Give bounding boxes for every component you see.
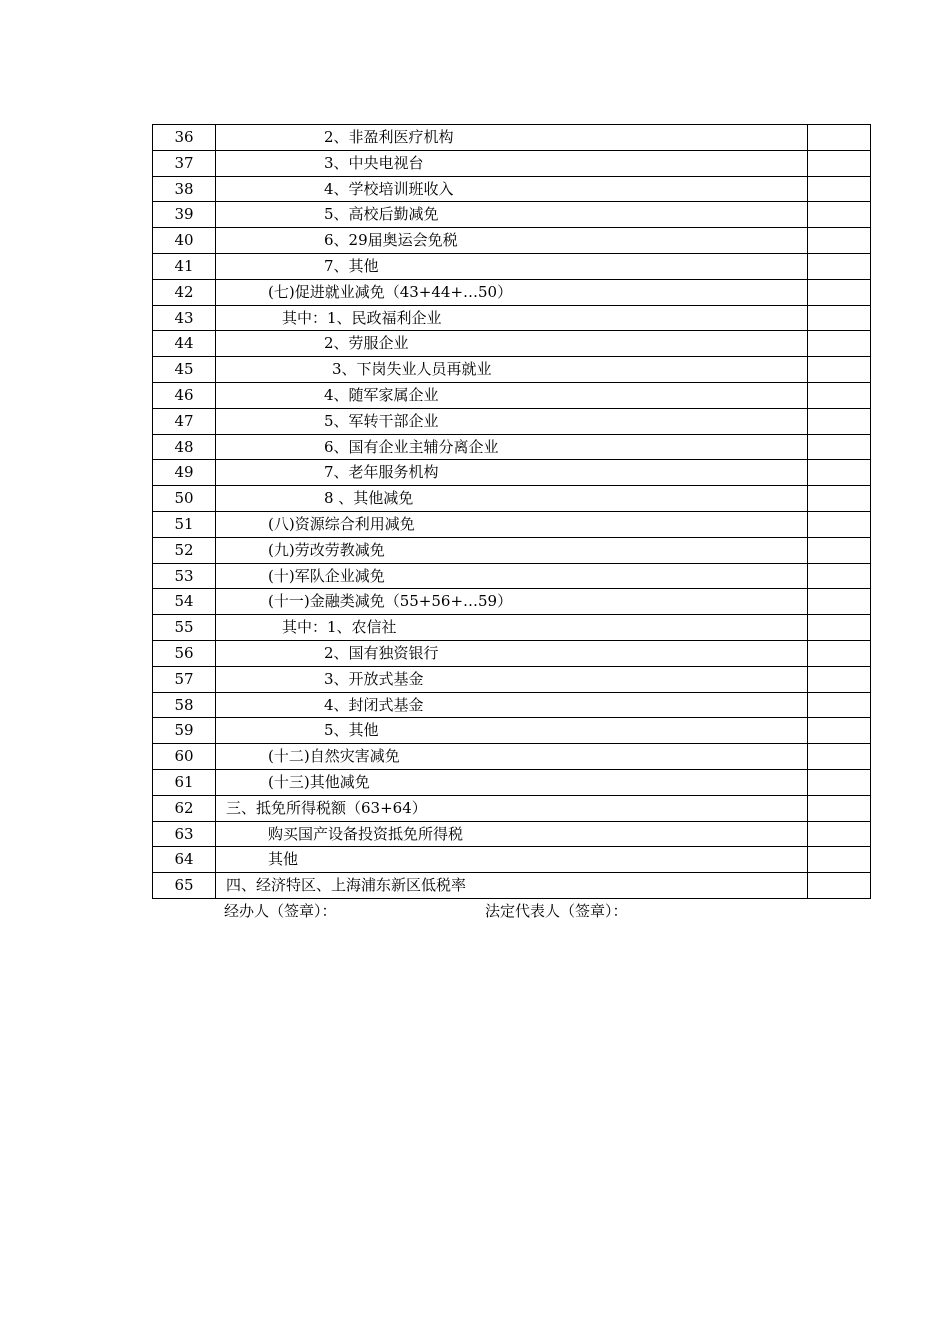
table-row xyxy=(153,692,871,718)
row-number: 36 xyxy=(153,125,216,151)
table-row xyxy=(153,769,871,795)
row-amount-cell[interactable] xyxy=(808,666,871,692)
row-item-label: 3、中央电视台 xyxy=(216,150,808,176)
row-amount-cell[interactable] xyxy=(808,331,871,357)
row-item-label: 三、抵免所得税额（63+64） xyxy=(216,795,808,821)
row-number: 60 xyxy=(153,744,216,770)
row-amount-cell[interactable] xyxy=(808,460,871,486)
row-number: 52 xyxy=(153,537,216,563)
row-item-label: 购买国产设备投资抵免所得税 xyxy=(216,821,808,847)
table-row xyxy=(153,382,871,408)
row-amount-cell[interactable] xyxy=(808,615,871,641)
row-item-label: 3、开放式基金 xyxy=(216,666,808,692)
row-number: 62 xyxy=(153,795,216,821)
row-amount-cell[interactable] xyxy=(808,847,871,873)
table-row xyxy=(153,253,871,279)
row-number: 50 xyxy=(153,486,216,512)
table-row xyxy=(153,460,871,486)
row-number: 59 xyxy=(153,718,216,744)
row-number: 51 xyxy=(153,511,216,537)
table-row xyxy=(153,666,871,692)
row-number: 44 xyxy=(153,331,216,357)
row-number: 43 xyxy=(153,305,216,331)
row-amount-cell[interactable] xyxy=(808,537,871,563)
handler-signature-label: 经办人（签章）： xyxy=(224,902,337,920)
row-item-label: 4、学校培训班收入 xyxy=(216,176,808,202)
row-number: 49 xyxy=(153,460,216,486)
row-number: 47 xyxy=(153,408,216,434)
table-row xyxy=(153,486,871,512)
row-item-label: 2、劳服企业 xyxy=(216,331,808,357)
table-body xyxy=(153,125,871,899)
row-item-label: 2、非盈利医疗机构 xyxy=(216,125,808,151)
row-number: 57 xyxy=(153,666,216,692)
row-number: 42 xyxy=(153,279,216,305)
table-row xyxy=(153,125,871,151)
row-number: 39 xyxy=(153,202,216,228)
table-row xyxy=(153,279,871,305)
row-item-label: 其中：1、民政福利企业 xyxy=(216,305,808,331)
row-amount-cell[interactable] xyxy=(808,511,871,537)
row-amount-cell[interactable] xyxy=(808,125,871,151)
table-row xyxy=(153,718,871,744)
row-amount-cell[interactable] xyxy=(808,486,871,512)
row-amount-cell[interactable] xyxy=(808,176,871,202)
row-number: 64 xyxy=(153,847,216,873)
row-item-label: 2、国有独资银行 xyxy=(216,640,808,666)
row-item-label: (十)军队企业减免 xyxy=(216,563,808,589)
row-number: 53 xyxy=(153,563,216,589)
table-row xyxy=(153,847,871,873)
row-item-label: 5、军转干部企业 xyxy=(216,408,808,434)
row-amount-cell[interactable] xyxy=(808,692,871,718)
row-amount-cell[interactable] xyxy=(808,253,871,279)
row-item-label: 4、封闭式基金 xyxy=(216,692,808,718)
row-amount-cell[interactable] xyxy=(808,279,871,305)
row-number: 61 xyxy=(153,769,216,795)
row-amount-cell[interactable] xyxy=(808,150,871,176)
table-row xyxy=(153,795,871,821)
row-item-label: (九)劳改劳教减免 xyxy=(216,537,808,563)
row-number: 55 xyxy=(153,615,216,641)
row-item-label: 5、高校后勤减免 xyxy=(216,202,808,228)
row-amount-cell[interactable] xyxy=(808,589,871,615)
row-amount-cell[interactable] xyxy=(808,434,871,460)
table-row xyxy=(153,228,871,254)
row-item-label: 3、下岗失业人员再就业 xyxy=(216,357,808,383)
table-row xyxy=(153,537,871,563)
row-item-label: (七)促进就业减免（43+44+…50） xyxy=(216,279,808,305)
row-item-label: 7、其他 xyxy=(216,253,808,279)
row-item-label: (十一)金融类减免（55+56+…59） xyxy=(216,589,808,615)
table-row xyxy=(153,331,871,357)
row-item-label: 6、国有企业主辅分离企业 xyxy=(216,434,808,460)
tax-reduction-table xyxy=(152,124,871,899)
table-row xyxy=(153,640,871,666)
row-amount-cell[interactable] xyxy=(808,795,871,821)
row-item-label: 其中：1、农信社 xyxy=(216,615,808,641)
row-amount-cell[interactable] xyxy=(808,744,871,770)
row-amount-cell[interactable] xyxy=(808,202,871,228)
row-amount-cell[interactable] xyxy=(808,821,871,847)
row-item-label: (十三)其他减免 xyxy=(216,769,808,795)
row-amount-cell[interactable] xyxy=(808,228,871,254)
row-number: 48 xyxy=(153,434,216,460)
table-row xyxy=(153,150,871,176)
table-row xyxy=(153,305,871,331)
legal-rep-signature-label: 法定代表人（签章）： xyxy=(485,902,628,920)
row-number: 63 xyxy=(153,821,216,847)
row-number: 54 xyxy=(153,589,216,615)
table-row xyxy=(153,202,871,228)
row-item-label: 四、经济特区、上海浦东新区低税率 xyxy=(216,873,808,899)
row-number: 58 xyxy=(153,692,216,718)
table-row xyxy=(153,176,871,202)
table-row xyxy=(153,434,871,460)
row-amount-cell[interactable] xyxy=(808,305,871,331)
row-amount-cell[interactable] xyxy=(808,769,871,795)
row-amount-cell[interactable] xyxy=(808,382,871,408)
row-amount-cell[interactable] xyxy=(808,408,871,434)
row-item-label: 8 、其他减免 xyxy=(216,486,808,512)
row-number: 56 xyxy=(153,640,216,666)
table-row xyxy=(153,408,871,434)
row-number: 41 xyxy=(153,253,216,279)
row-amount-cell[interactable] xyxy=(808,640,871,666)
row-amount-cell[interactable] xyxy=(808,563,871,589)
table-row xyxy=(153,511,871,537)
row-item-label: (十二)自然灾害减免 xyxy=(216,744,808,770)
row-item-label: 4、随军家属企业 xyxy=(216,382,808,408)
row-item-label: (八)资源综合利用减免 xyxy=(216,511,808,537)
row-item-label: 6、29届奥运会免税 xyxy=(216,228,808,254)
row-number: 45 xyxy=(153,357,216,383)
row-item-label: 7、老年服务机构 xyxy=(216,460,808,486)
table-row xyxy=(153,589,871,615)
table-row xyxy=(153,821,871,847)
row-amount-cell[interactable] xyxy=(808,357,871,383)
row-number: 65 xyxy=(153,873,216,899)
table-row xyxy=(153,563,871,589)
row-number: 37 xyxy=(153,150,216,176)
table-row xyxy=(153,615,871,641)
row-item-label: 其他 xyxy=(216,847,808,873)
table-row xyxy=(153,873,871,899)
table-row xyxy=(153,744,871,770)
row-amount-cell[interactable] xyxy=(808,873,871,899)
row-number: 38 xyxy=(153,176,216,202)
row-amount-cell[interactable] xyxy=(808,718,871,744)
row-item-label: 5、其他 xyxy=(216,718,808,744)
row-number: 40 xyxy=(153,228,216,254)
row-number: 46 xyxy=(153,382,216,408)
table-row xyxy=(153,357,871,383)
